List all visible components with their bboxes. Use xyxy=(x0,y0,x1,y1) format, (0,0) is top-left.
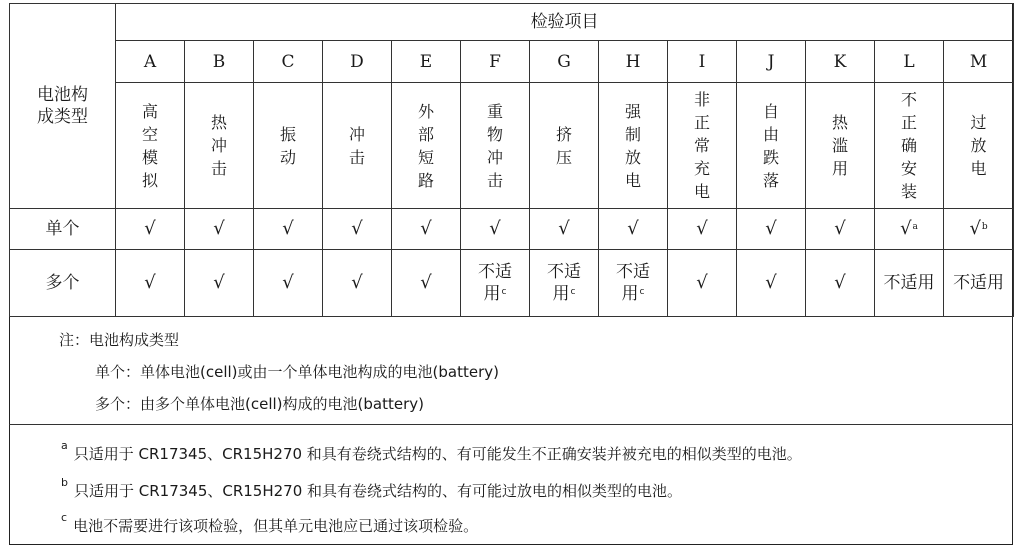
column-letter: M xyxy=(944,41,1014,83)
note-title: 注：电池构成类型 xyxy=(59,331,180,349)
column-name-cell xyxy=(668,83,737,209)
check-mark: √ xyxy=(282,218,294,239)
table-cell xyxy=(323,209,392,250)
check-mark: √ xyxy=(765,272,777,293)
check-mark: √ xyxy=(900,218,912,239)
column-name: 外部短路 xyxy=(417,101,434,190)
check-mark: √ xyxy=(765,218,777,239)
not-applicable-text: 不适用$^c$ xyxy=(547,262,581,304)
footnote-mark: a xyxy=(61,439,68,452)
column-letter-row xyxy=(10,41,1014,83)
table-cell xyxy=(737,250,806,317)
footnote-text: 电池不需要进行该项检验，但其单元电池应已通过该项检验。 xyxy=(73,517,479,535)
column-name: 过放电 xyxy=(970,113,987,178)
check-mark: √ xyxy=(489,218,501,239)
table-cell xyxy=(875,250,944,317)
check-mark: √ xyxy=(558,218,570,239)
footnotes-section xyxy=(9,425,1013,543)
type-header-cell xyxy=(10,4,116,209)
table-cell xyxy=(185,209,254,250)
note-multi: 多个：由多个单体电池(cell)构成的电池(battery) xyxy=(95,395,424,413)
column-letter: A xyxy=(116,41,185,83)
table-cell xyxy=(806,209,875,250)
table-cell xyxy=(944,209,1014,250)
check-mark: √ xyxy=(144,218,156,239)
footnote-mark: c xyxy=(61,511,68,524)
column-letter: G xyxy=(530,41,599,83)
footnote-a xyxy=(61,439,802,464)
column-name: 热冲击 xyxy=(210,113,227,178)
table-cell xyxy=(668,209,737,250)
table-cell xyxy=(323,250,392,317)
notes-section xyxy=(9,318,1013,425)
footnote-text: 只适用于 CR17345、CR15H270 和具有卷绕式结构的、有可能过放电的相似类型的电池。 xyxy=(73,482,683,500)
table-cell xyxy=(530,250,599,317)
column-name-row xyxy=(10,83,1014,209)
column-name-cell xyxy=(392,83,461,209)
column-name: 非正常充电 xyxy=(693,90,710,201)
footnote-reference: a xyxy=(912,222,918,232)
check-mark: √ xyxy=(351,272,363,293)
items-header: 检验项目 xyxy=(116,4,1014,41)
table-cell xyxy=(254,250,323,317)
column-name: 高空模拟 xyxy=(141,101,158,190)
check-mark: √ xyxy=(144,272,156,293)
column-name-cell xyxy=(185,83,254,209)
check-mark: √ xyxy=(969,218,981,239)
check-mark: √ xyxy=(696,272,708,293)
column-letter: I xyxy=(668,41,737,83)
column-letter: C xyxy=(254,41,323,83)
column-name: 不正确安装 xyxy=(900,90,917,201)
column-letter: B xyxy=(185,41,254,83)
check-mark: √ xyxy=(213,218,225,239)
table-cell xyxy=(599,250,668,317)
column-name-cell xyxy=(944,83,1014,209)
footnote-reference: c xyxy=(570,287,576,297)
table-cell xyxy=(254,209,323,250)
check-mark: √ xyxy=(351,218,363,239)
check-mark: √ xyxy=(420,272,432,293)
table-cell xyxy=(530,209,599,250)
column-name: 振动 xyxy=(279,124,296,167)
not-applicable-text: 不适用 xyxy=(883,273,935,293)
column-name-cell xyxy=(530,83,599,209)
column-name: 强制放电 xyxy=(624,101,641,190)
check-mark: √ xyxy=(696,218,708,239)
column-name: 挤压 xyxy=(555,124,572,167)
check-mark: √ xyxy=(213,272,225,293)
row-label: 多个 xyxy=(10,250,116,317)
column-letter: H xyxy=(599,41,668,83)
footnote-c xyxy=(61,511,479,536)
footnote-text: 只适用于 CR17345、CR15H270 和具有卷绕式结构的、有可能发生不正确安装并被充电的相似类型的电池。 xyxy=(73,445,802,463)
check-mark: √ xyxy=(834,272,846,293)
table-cell xyxy=(806,250,875,317)
footnote-reference: c xyxy=(501,287,507,297)
footnote-reference: c xyxy=(639,287,645,297)
column-letter: E xyxy=(392,41,461,83)
column-name-cell xyxy=(737,83,806,209)
note-single: 单个：单体电池(cell)或由一个单体电池构成的电池(battery) xyxy=(95,363,499,381)
table-cell xyxy=(392,209,461,250)
column-letter: F xyxy=(461,41,530,83)
table-row xyxy=(10,209,1014,250)
table-cell xyxy=(116,209,185,250)
column-letter: D xyxy=(323,41,392,83)
column-name: 热滥用 xyxy=(831,113,848,178)
check-mark: √ xyxy=(627,218,639,239)
not-applicable-text: 不适用 xyxy=(953,273,1005,293)
column-name-cell xyxy=(599,83,668,209)
table-cell xyxy=(737,209,806,250)
column-name: 重物冲击 xyxy=(486,101,503,190)
column-name-cell xyxy=(254,83,323,209)
column-name: 自由跌落 xyxy=(762,101,779,190)
table-row xyxy=(10,250,1014,317)
table-cell xyxy=(668,250,737,317)
table-cell xyxy=(116,250,185,317)
type-header: 电池构成类型 xyxy=(37,85,88,127)
column-name-cell xyxy=(806,83,875,209)
table-cell xyxy=(461,209,530,250)
footnote-mark: b xyxy=(61,476,68,489)
table-cell xyxy=(392,250,461,317)
column-name-cell xyxy=(461,83,530,209)
check-mark: √ xyxy=(834,218,846,239)
not-applicable-text: 不适用$^c$ xyxy=(616,262,650,304)
column-name-cell xyxy=(323,83,392,209)
column-letter: K xyxy=(806,41,875,83)
column-name: 冲击 xyxy=(348,124,365,167)
table-cell xyxy=(875,209,944,250)
not-applicable-text: 不适用$^c$ xyxy=(478,262,512,304)
check-mark: √ xyxy=(420,218,432,239)
table-cell xyxy=(185,250,254,317)
check-mark: √ xyxy=(282,272,294,293)
column-name-cell xyxy=(875,83,944,209)
column-name-cell xyxy=(116,83,185,209)
footnote-b xyxy=(61,476,683,501)
table-cell xyxy=(461,250,530,317)
footnote-reference: b xyxy=(981,222,988,232)
test-matrix-table xyxy=(9,3,1014,317)
row-label: 单个 xyxy=(10,209,116,250)
table-cell xyxy=(944,250,1014,317)
column-letter: L xyxy=(875,41,944,83)
table-cell xyxy=(599,209,668,250)
column-letter: J xyxy=(737,41,806,83)
